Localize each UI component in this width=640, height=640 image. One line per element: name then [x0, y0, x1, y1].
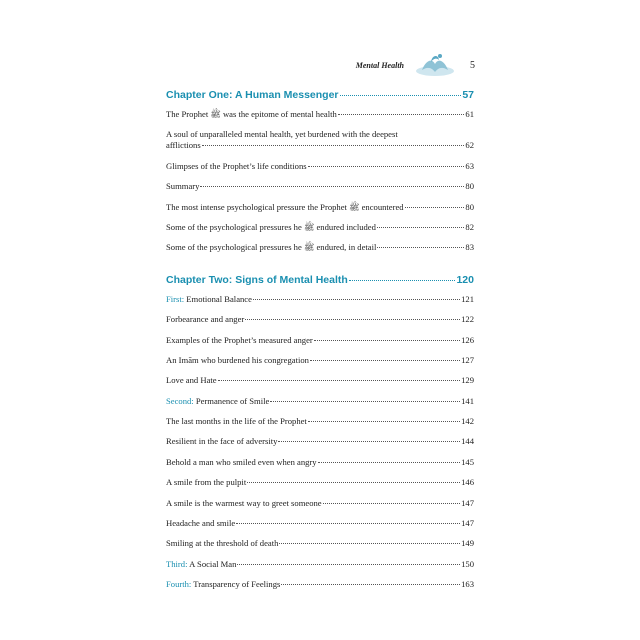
entry-page: 80	[465, 201, 474, 212]
dot-leader	[377, 247, 464, 248]
entry-text: Headache and smile	[166, 518, 236, 529]
entry-text: The last months in the life of the Prophet	[166, 416, 307, 427]
entry-text: Love and Hate	[166, 375, 217, 386]
toc-entry[interactable]	[166, 457, 474, 468]
entry-text: Some of the psychological pressures he ﷺ endured, in detail	[166, 242, 377, 253]
entry-page: 61	[465, 109, 474, 119]
table-of-contents	[166, 88, 474, 600]
entry-page: 147	[461, 497, 474, 508]
entry-text: The Prophet ﷺ was the epitome of mental health	[166, 109, 337, 119]
entry-page: 126	[461, 334, 474, 345]
entry-page: 145	[461, 456, 474, 467]
toc-entry[interactable]	[166, 129, 474, 151]
entry-text: Summary	[166, 181, 200, 192]
entry-page: 83	[465, 242, 474, 253]
entry-text: Smiling at the threshold of death	[166, 538, 279, 549]
toc-entry[interactable]	[166, 181, 474, 192]
dot-leader	[247, 482, 460, 483]
dot-leader	[318, 462, 461, 463]
dot-leader	[278, 441, 460, 442]
entry-page: 141	[461, 395, 474, 406]
entry-prefix: First:	[166, 293, 185, 304]
entry-page: 147	[461, 518, 474, 529]
section-gap	[166, 263, 474, 273]
toc-entry[interactable]	[166, 355, 474, 366]
entry-prefix: Second:	[166, 395, 194, 406]
chapter-page: 57	[462, 89, 474, 101]
entry-page: 121	[461, 293, 474, 304]
toc-entry[interactable]	[166, 294, 474, 305]
entry-page: 63	[465, 160, 474, 171]
entry-text: Some of the psychological pressures he ﷺ endured included	[166, 221, 376, 232]
entry-text: Third: A Social Man	[166, 558, 237, 569]
toc-entry[interactable]	[166, 314, 474, 325]
dot-leader	[310, 360, 460, 361]
toc-entry[interactable]	[166, 109, 474, 120]
entry-text: Glimpses of the Prophet’s life conditions	[166, 160, 307, 171]
entry-text: A smile from the pulpit	[166, 477, 247, 488]
entry-page: 142	[461, 416, 474, 427]
chapter-heading[interactable]	[166, 90, 474, 101]
dot-leader	[323, 503, 461, 504]
dot-leader	[338, 114, 465, 115]
dot-leader	[245, 319, 460, 320]
entry-text: Second: Permanence of Smile	[166, 395, 270, 406]
toc-entry[interactable]	[166, 518, 474, 529]
toc-entry[interactable]	[166, 538, 474, 549]
entry-text: Resilient in the face of adversity	[166, 436, 278, 447]
entry-page: 127	[461, 354, 474, 365]
dot-leader	[340, 95, 462, 96]
chapter-title: Chapter Two: Signs of Mental Health	[166, 273, 348, 286]
entry-text-line2: afflictions	[166, 140, 201, 151]
entry-text: The most intense psychological pressure the Prophet ﷺ encountered	[166, 201, 404, 212]
toc-entry[interactable]	[166, 161, 474, 172]
entry-page: 62	[465, 140, 474, 151]
toc-entry[interactable]	[166, 559, 474, 570]
toc-entry[interactable]	[166, 242, 474, 253]
toc-entry[interactable]	[166, 477, 474, 488]
toc-entry[interactable]	[166, 396, 474, 407]
entry-prefix: Third:	[166, 558, 188, 569]
entry-line2	[166, 140, 474, 151]
entry-page: 144	[461, 436, 474, 447]
entry-text: Examples of the Prophet’s measured anger	[166, 334, 313, 345]
dot-leader	[308, 421, 460, 422]
running-header	[300, 50, 480, 80]
dot-leader	[349, 280, 456, 281]
dot-leader	[281, 584, 460, 585]
toc-entry[interactable]	[166, 416, 474, 427]
entry-text-line1: A soul of unparalleled mental health, yet burdened with the deepest	[166, 129, 398, 140]
toc-entry[interactable]	[166, 436, 474, 447]
entry-page: 163	[461, 579, 474, 590]
dot-leader	[253, 299, 460, 300]
dot-leader	[279, 543, 460, 544]
toc-entry[interactable]	[166, 202, 474, 213]
entry-text: Fourth: Transparency of Feelings	[166, 579, 281, 590]
toc-entry[interactable]	[166, 498, 474, 509]
toc-entry[interactable]	[166, 335, 474, 346]
dot-leader	[377, 227, 464, 228]
entry-page: 150	[461, 558, 474, 569]
toc-entry[interactable]	[166, 222, 474, 233]
dot-leader	[218, 380, 461, 381]
toc-entry[interactable]	[166, 375, 474, 386]
book-logo-icon	[414, 50, 456, 78]
entry-page: 129	[461, 375, 474, 386]
entry-page: 146	[461, 477, 474, 488]
dot-leader	[308, 166, 465, 167]
dot-leader	[405, 207, 465, 208]
header-title: Mental Health	[355, 61, 404, 70]
entry-text: Behold a man who smiled even when angry	[166, 456, 317, 467]
entry-text: Forbearance and anger	[166, 314, 245, 325]
entry-page: 122	[461, 314, 474, 325]
chapter-title: Chapter One: A Human Messenger	[166, 89, 339, 101]
dot-leader	[200, 186, 464, 187]
dot-leader	[270, 401, 460, 402]
entry-page: 149	[461, 538, 474, 549]
chapter-heading[interactable]	[166, 275, 474, 286]
dot-leader	[202, 145, 465, 146]
entry-page: 82	[465, 221, 474, 232]
entry-prefix: Fourth:	[166, 579, 192, 590]
dot-leader	[236, 523, 460, 524]
page-number: 5	[470, 60, 475, 71]
entry-text: First: Emotional Balance	[166, 293, 252, 304]
dot-leader	[314, 340, 460, 341]
entry-page: 80	[465, 181, 474, 192]
entry-text: An Imām who burdened his congregation	[166, 354, 309, 365]
toc-entry[interactable]	[166, 579, 474, 590]
dot-leader	[237, 564, 460, 565]
chapter-page: 120	[456, 273, 474, 286]
entry-text: A smile is the warmest way to greet someone	[166, 497, 322, 508]
